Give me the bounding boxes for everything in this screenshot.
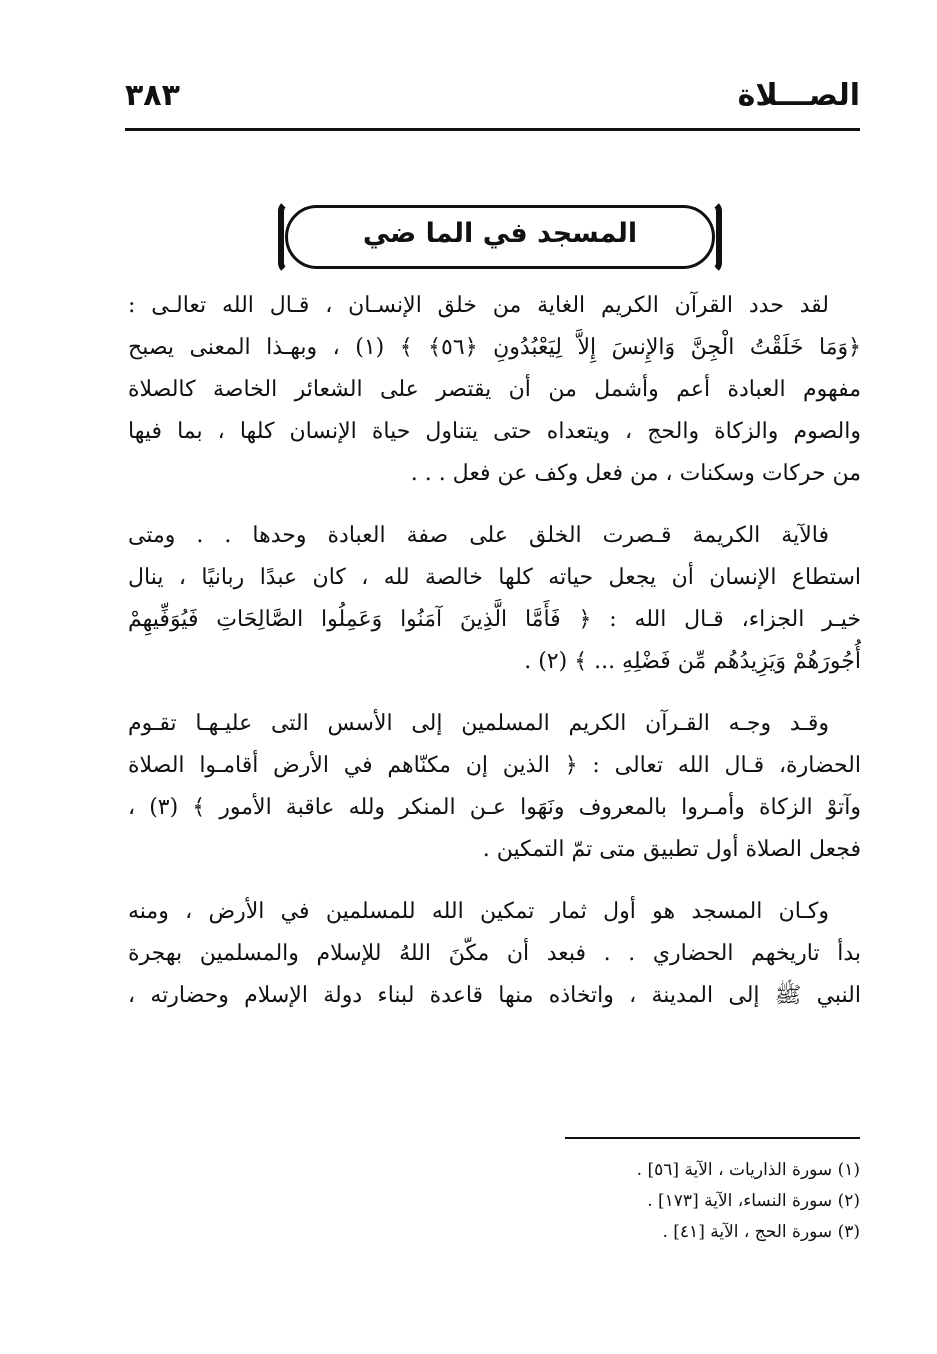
header-rule <box>125 128 860 131</box>
chapter-title: الصـــلاة <box>737 78 860 113</box>
text-line: والصوم والزكاة والحج ، ويتعداه حتى يتناول حياة الإنسان كلها ، بما فيها <box>128 419 861 444</box>
footnote-3: (٣) سورة الحج ، الآية [٤١] . <box>662 1222 860 1242</box>
text-line: الحضارة، قـال الله تعالى : ﴿ الذين إن مكنّاهم في الأرض أقامـوا الصلاة <box>128 753 861 778</box>
paragraph-3 <box>128 703 861 871</box>
text-line: بدأ تاريخهم الحضاري . . فبعد أن مكّنَ اللهُ للإسلام والمسلمين بهجرة <box>128 941 861 966</box>
paragraph-1 <box>128 285 861 495</box>
page-header <box>125 78 860 126</box>
footnotes <box>360 1155 860 1248</box>
text-line: أُجُورَهُمْ وَيَزِيدُهُم مِّن فَضْلِهِ ... ﴾ (٢) . <box>524 649 861 674</box>
text-line: خيـر الجزاء، قـال الله : ﴿ فَأَمَّا الَّذِينَ آمَنُوا وَعَمِلُوا الصَّالِحَاتِ فَيُوَفِّيهِمْ <box>128 607 861 632</box>
paragraph-4 <box>128 891 861 1017</box>
footnote-2: (٢) سورة النساء، الآية [١٧٣] . <box>647 1191 860 1211</box>
section-title-frame <box>285 205 715 269</box>
text-line: فجعل الصلاة أول تطبيق متى تمّ التمكين . <box>482 837 861 862</box>
page-number: ٣٨٣ <box>125 78 180 113</box>
text-line: وآتوْ الزكاة وأمـروا بالمعروف ونَهَوا عـن المنكر ولله عاقبة الأمور ﴾ (٣) ، <box>128 795 861 820</box>
text-line: وقـد وجـه القـرآن الكريم المسلمين إلى الأسس التى عليـهـا تقـوم <box>128 711 829 736</box>
paragraph-2 <box>128 515 861 683</box>
text-line: استطاع الإنسان أن يجعل حياته كلها خالصة لله ، كان عبدًا ربانيًا ، ينال <box>128 565 861 590</box>
text-line: من حركات وسكنات ، من فعل وكف عن فعل . . . <box>410 461 861 486</box>
footnote-rule <box>565 1137 860 1139</box>
body-text <box>128 285 861 1037</box>
text-line: وكـان المسجد هو أول ثمار تمكين الله للمسلمين في الأرض ، ومنه <box>128 899 829 924</box>
text-line: ﴿وَمَا خَلَقْتُ الْجِنَّ وَالإِنسَ إِلاَّ لِيَعْبُدُونِ ﴿٥٦﴾ ﴾ (١) ، وبهـذا المعنى يصبح <box>128 335 861 360</box>
footnote-1: (١) سورة الذاريات ، الآية [٥٦] . <box>636 1160 860 1180</box>
text-line: فالآية الكريمة قـصرت الخلق على صفة العبادة وحدها . . ومتى <box>128 523 829 548</box>
text-line: النبي ﷺ إلى المدينة ، واتخاذه منها قاعدة لبناء دولة الإسلام وحضارته ، <box>128 983 861 1008</box>
text-line: لقد حدد القرآن الكريم الغاية من خلق الإنسـان ، قـال الله تعالـى : <box>128 293 829 318</box>
text-line: مفهوم العبادة أعم وأشمل من أن يقتصر على الشعائر الخاصة كالصلاة <box>128 377 861 402</box>
section-title: المسجد في الما ضي <box>362 218 638 249</box>
